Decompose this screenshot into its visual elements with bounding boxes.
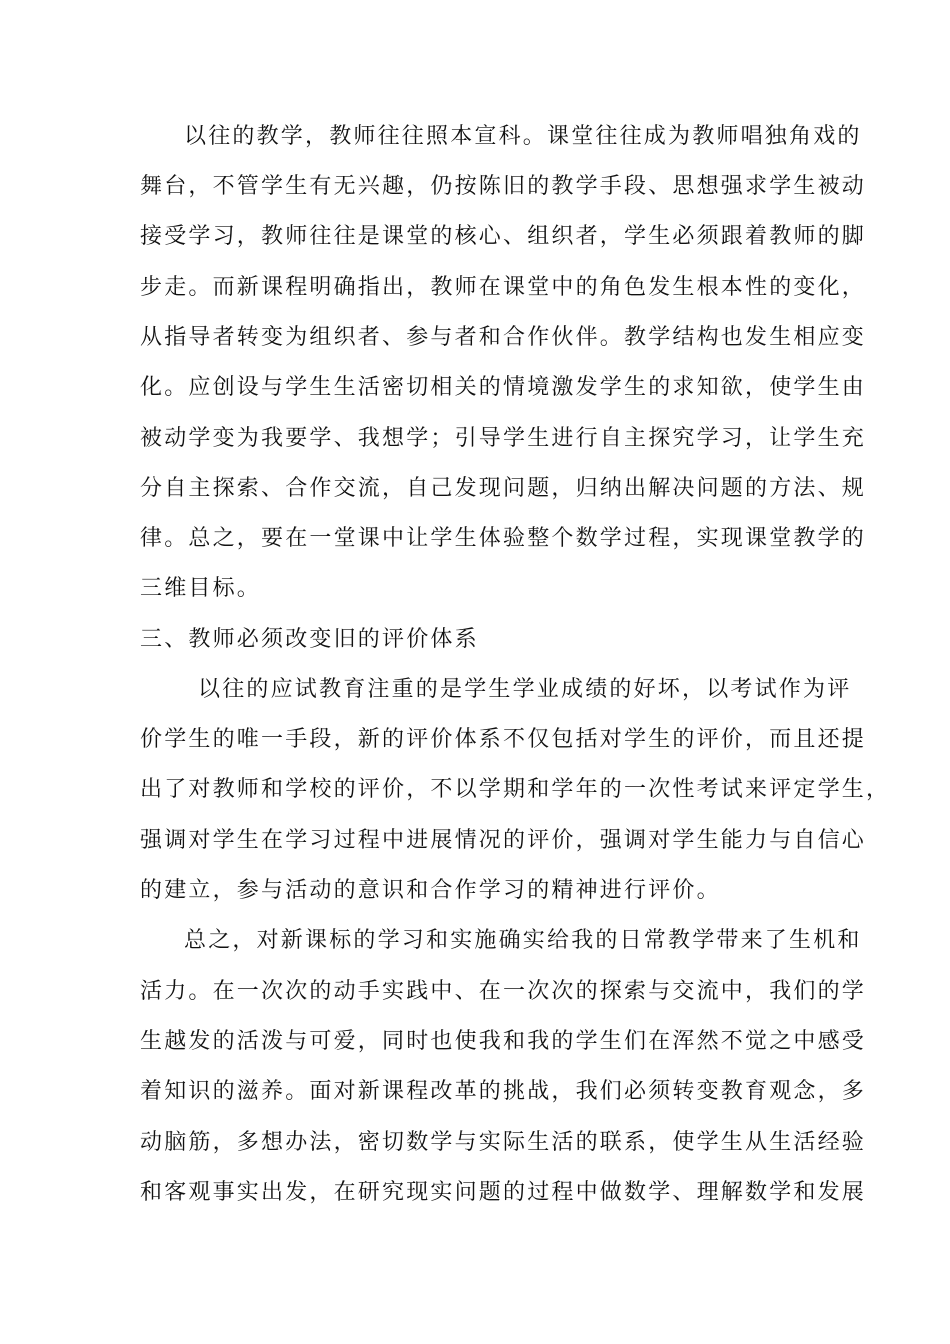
- paragraph-2-line-1: 以往的应试教育注重的是学生学业成绩的好坏，以考试作为评: [198, 677, 852, 702]
- paragraph-1-line-8: 分自主探索、合作交流，自己发现问题，归纳出解决问题的方法、规: [140, 476, 867, 501]
- paragraph-3-line-3: 生越发的活泼与可爱，同时也使我和我的学生们在浑然不觉之中感受: [140, 1029, 867, 1054]
- paragraph-1-line-1: 以往的教学，教师往往照本宣科。课堂往往成为教师唱独角戏的: [184, 124, 862, 149]
- paragraph-3-line-4: 着知识的滋养。面对新课程改革的挑战，我们必须转变教育观念，多: [140, 1079, 867, 1104]
- paragraph-1-line-3: 接受学习，教师往往是课堂的核心、组织者，学生必须跟着教师的脚: [140, 224, 867, 249]
- paragraph-2-line-5: 的建立，参与活动的意识和合作学习的精神进行评价。: [140, 878, 721, 903]
- paragraph-3-line-6: 和客观事实出发，在研究现实问题的过程中做数学、理解数学和发展: [140, 1180, 867, 1205]
- paragraph-1-line-4: 步走。而新课程明确指出，教师在课堂中的角色发生根本性的变化，: [140, 275, 867, 300]
- paragraph-3-line-2: 活力。在一次次的动手实践中、在一次次的探索与交流中，我们的学: [140, 979, 867, 1004]
- section-heading: 三、教师必须改变旧的评价体系: [140, 627, 479, 652]
- paragraph-1-line-7: 被动学变为我要学、我想学；引导学生进行自主探究学习，让学生充: [140, 426, 867, 451]
- paragraph-1-line-6: 化。应创设与学生生活密切相关的情境激发学生的求知欲，使学生由: [140, 375, 867, 400]
- paragraph-2-line-4: 强调对学生在学习过程中进展情况的评价，强调对学生能力与自信心: [140, 828, 867, 853]
- paragraph-1-line-10: 三维目标。: [140, 576, 262, 601]
- paragraph-1-line-5: 从指导者转变为组织者、参与者和合作伙伴。教学结构也发生相应变: [140, 325, 867, 350]
- paragraph-3-line-5: 动脑筋，多想办法，密切数学与实际生活的联系，使学生从生活经验: [140, 1130, 867, 1155]
- paragraph-1-line-9: 律。总之，要在一堂课中让学生体验整个数学过程，实现课堂教学的: [140, 526, 867, 551]
- paragraph-3-line-1: 总之，对新课标的学习和实施确实给我的日常教学带来了生机和: [184, 928, 862, 953]
- paragraph-2-line-2: 价学生的唯一手段，新的评价体系不仅包括对学生的评价，而且还提: [140, 727, 867, 752]
- paragraph-2-line-3: 出了对教师和学校的评价，不以学期和学年的一次性考试来评定学生，: [140, 777, 891, 802]
- paragraph-1-line-2: 舞台，不管学生有无兴趣，仍按陈旧的教学手段、思想强求学生被动: [140, 174, 867, 199]
